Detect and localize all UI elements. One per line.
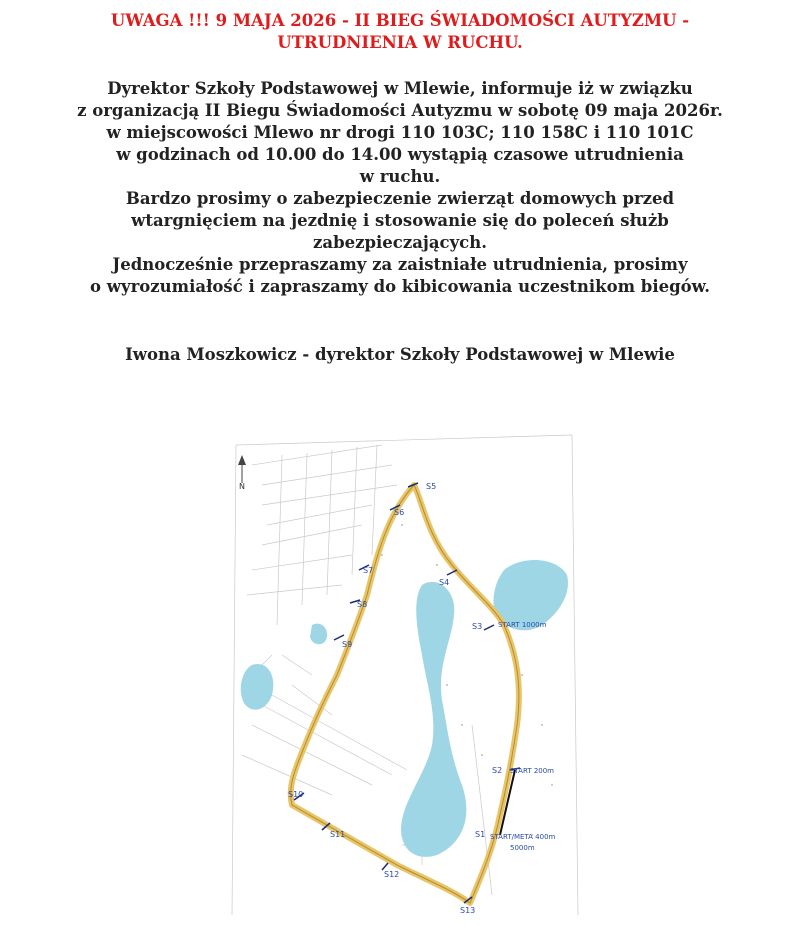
marker-s2: S2 (492, 766, 503, 775)
pond (310, 624, 327, 645)
north-arrow-icon (238, 455, 246, 491)
body-line: w godzinach od 10.00 do 14.00 wystąpią czasowe utrudnienia (116, 145, 684, 164)
notice-header (0, 10, 800, 54)
marker-s9: S9 (342, 640, 353, 649)
marker-s3: S3 (472, 622, 483, 631)
route-map (222, 425, 588, 925)
body-line: z organizacją II Biegu Świadomości Autyzmu w sobotę 09 maja 2026r. (77, 101, 723, 120)
marker-s12: S12 (384, 870, 400, 879)
marker-s8: S8 (357, 600, 368, 609)
marker-s13: S13 (460, 906, 476, 915)
body-line: Jednocześnie przepraszamy za zaistniałe utrudnienia, prosimy (112, 255, 688, 274)
lake-northeast (493, 560, 568, 630)
body-line: zabezpieczających. (313, 233, 487, 252)
marker-s6: S6 (394, 508, 405, 517)
body-line: w ruchu. (359, 167, 441, 186)
marker-s1: S1 (475, 830, 486, 839)
body-line: Dyrektor Szkoły Podstawowej w Mlewie, informuje iż w związku (107, 79, 693, 98)
marker-s10: S10 (288, 790, 304, 799)
body-line: o wyrozumiałość i zapraszamy do kibicowania uczestnikom biegów. (90, 277, 710, 296)
label-start-meta: START/META 400m (490, 833, 556, 841)
label-start-200: START 200m (510, 767, 554, 775)
route-map-drawing (222, 425, 588, 925)
label-5000m: 5000m (510, 844, 535, 852)
north-label: N (239, 482, 245, 491)
lake-central (401, 582, 466, 857)
signature: Iwona Moszkowicz - dyrektor Szkoły Podstawowej w Mlewie (125, 345, 675, 364)
header-line-2: UTRUDNIENIA W RUCHU. (277, 33, 523, 52)
body-line: w miejscowości Mlewo nr drogi 110 103C; 110 158C i 110 101C (106, 123, 694, 142)
marker-s5: S5 (426, 482, 437, 491)
notice-body (0, 78, 800, 298)
marker-s11: S11 (330, 830, 346, 839)
body-line: Bardzo prosimy o zabezpieczenie zwierząt domowych przed (125, 189, 675, 208)
marker-s7: S7 (363, 566, 374, 575)
body-line: wtargnięciem na jezdnię i stosowanie się do poleceń służb (131, 211, 669, 230)
label-start-1000: START 1000m (498, 621, 547, 629)
lake-west (241, 664, 274, 710)
header-line-1: UWAGA !!! 9 MAJA 2026 - II BIEG ŚWIADOMOŚCI AUTYZMU - (110, 11, 690, 30)
marker-s4: S4 (439, 578, 450, 587)
